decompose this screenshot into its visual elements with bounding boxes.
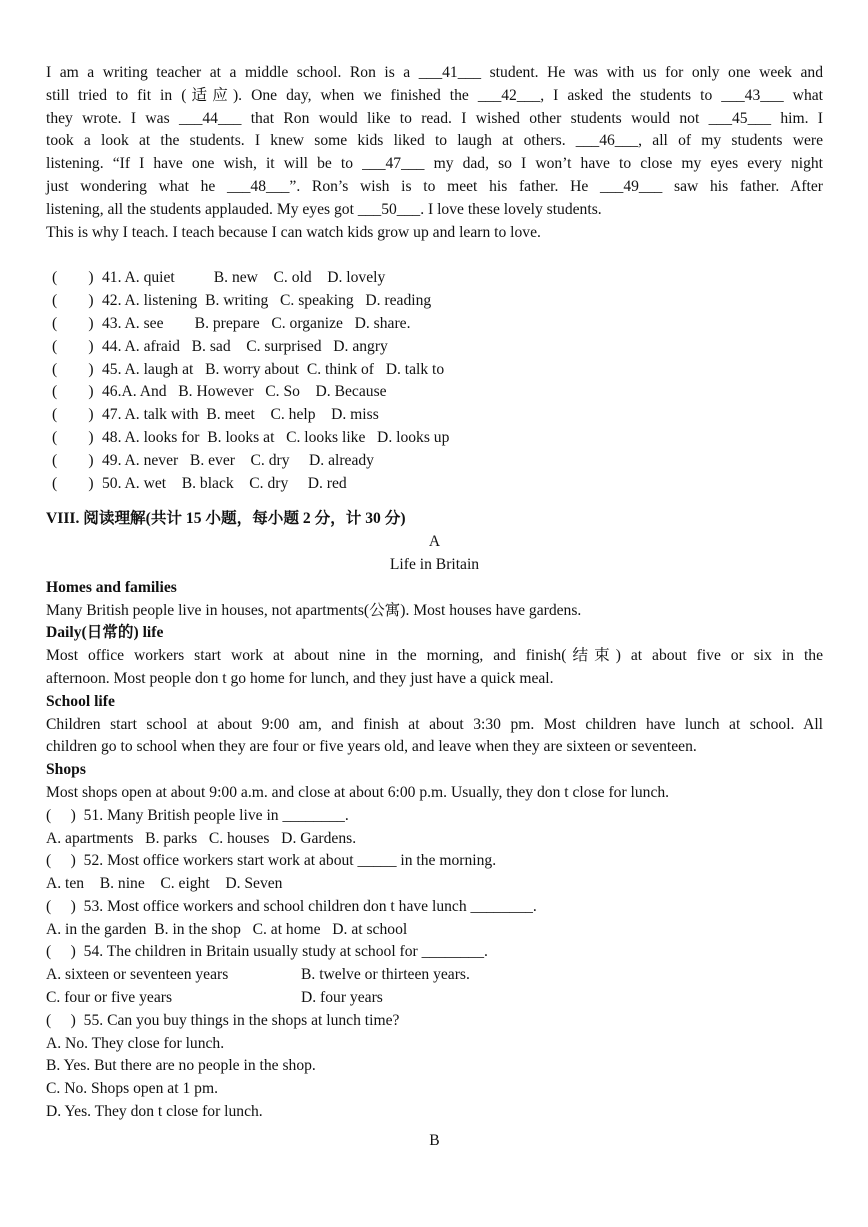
heading-daily-life: Daily(日常的) life [46, 624, 164, 642]
option-c: C. four or five years [46, 989, 173, 1007]
option-text: 41. A. quiet B. new C. old D. lovely [102, 269, 386, 287]
section-title: VIII. 阅读理解(共计 15 小题，每小题 2 分，计 30 分) [46, 510, 406, 528]
cloze-passage [46, 62, 823, 244]
daily-line: afternoon. Most people don t go home for lunch, and they just have a quick meal. [46, 669, 554, 687]
option-a: A. sixteen or seventeen years [46, 966, 229, 984]
option-text: 47. A. talk with B. meet C. help D. miss [102, 406, 379, 424]
answer-paren: ( ) [52, 292, 94, 310]
option-text: 49. A. never B. ever C. dry D. already [102, 451, 374, 469]
answer-paren: ( ) [52, 337, 94, 355]
option-row-47 [46, 404, 823, 427]
question-51: ( ) 51. Many British people live in ________. [46, 806, 349, 824]
answer-paren: ( ) [52, 383, 94, 401]
question-52-options: A. ten B. nine C. eight D. Seven [46, 875, 283, 893]
option-text: 45. A. laugh at B. worry about C. think of D. talk to [102, 360, 445, 378]
school-line: children go to school when they are four or five years old, and leave when they are sixteen or seventeen. [46, 738, 697, 756]
option-d: D. four years [301, 989, 383, 1007]
option-row-41 [46, 267, 823, 290]
spacer [46, 244, 823, 267]
question-54-options-row-2 [46, 987, 823, 1010]
question-53-options: A. in the garden B. in the shop C. at home D. at school [46, 920, 408, 938]
question-55-option-d: D. Yes. They don t close for lunch. [46, 1103, 263, 1121]
question-55-option-c: C. No. Shops open at 1 pm. [46, 1080, 218, 1098]
cloze-line: just wondering what he ___48___”. Ron’s wish is to meet his father. He ___49___ saw his father. After [46, 177, 823, 195]
answer-paren: ( ) [52, 406, 94, 424]
heading-school-life: School life [46, 692, 115, 710]
answer-paren: ( ) [52, 451, 94, 469]
option-text: 42. A. listening B. writing C. speaking D. reading [102, 292, 432, 310]
option-row-50 [46, 473, 823, 496]
option-b: B. twelve or thirteen years. [301, 966, 470, 984]
answer-paren: ( ) [52, 360, 94, 378]
heading-shops: Shops [46, 761, 86, 779]
option-row-49 [46, 450, 823, 473]
question-52: ( ) 52. Most office workers start work at about _____ in the morning. [46, 852, 497, 870]
option-row-46 [46, 381, 823, 404]
question-55-option-a: A. No. They close for lunch. [46, 1034, 225, 1052]
option-row-45 [46, 359, 823, 382]
option-text: 50. A. wet B. black C. dry D. red [102, 474, 347, 492]
cloze-line: This is why I teach. I teach because I can watch kids grow up and learn to love. [46, 223, 541, 241]
heading-homes: Homes and families [46, 578, 177, 596]
option-row-48 [46, 427, 823, 450]
answer-paren: ( ) [52, 428, 94, 446]
option-row-44 [46, 336, 823, 359]
option-row-43 [46, 313, 823, 336]
answer-paren: ( ) [52, 269, 94, 287]
passage-label: A [428, 533, 441, 551]
cloze-line: listening, all the students applauded. My eyes got ___50___. I love these lovely students. [46, 200, 602, 218]
homes-text: Many British people live in houses, not apartments(公寓). Most houses have gardens. [46, 601, 582, 619]
exam-page [46, 62, 823, 1153]
option-row-42 [46, 290, 823, 313]
question-55: ( ) 55. Can you buy things in the shops at lunch time? [46, 1011, 400, 1029]
question-51-options: A. apartments B. parks C. houses D. Gardens. [46, 829, 357, 847]
answer-paren: ( ) [52, 474, 94, 492]
question-54-options-row-1 [46, 964, 823, 987]
school-line: Children start school at about 9:00 am, and finish at about 3:30 pm. Most children have lunch at school. All [46, 715, 823, 733]
question-54: ( ) 54. The children in Britain usually study at school for ________. [46, 943, 488, 961]
answer-paren: ( ) [52, 314, 94, 332]
option-text: 44. A. afraid B. sad C. surprised D. angry [102, 337, 388, 355]
cloze-line: listening. “If I have one wish, it will be to ___47___ my dad, so I won’t have to close my eyes every night [46, 155, 823, 173]
daily-line: Most office workers start work at about nine in the morning, and finish(结束) at about five or six in the [46, 647, 823, 665]
question-53: ( ) 53. Most office workers and school children don t have lunch ________. [46, 897, 537, 915]
option-text: 48. A. looks for B. looks at C. looks like D. looks up [102, 428, 450, 446]
cloze-options [46, 267, 823, 495]
shops-text: Most shops open at about 9:00 a.m. and close at about 6:00 p.m. Usually, they don t close for lunch. [46, 783, 670, 801]
passage-title: Life in Britain [389, 555, 480, 573]
next-passage-label: B [429, 1131, 440, 1149]
cloze-line: I am a writing teacher at a middle school. Ron is a ___41___ student. He was with us for only one week and [46, 64, 823, 81]
question-55-option-b: B. Yes. But there are no people in the shop. [46, 1057, 316, 1075]
option-text: 46.A. And B. However C. So D. Because [102, 383, 387, 401]
cloze-line: took a look at the students. I knew some kids liked to laugh at others. ___46___, all of my students were [46, 132, 823, 150]
option-text: 43. A. see B. prepare C. organize D. share. [102, 314, 411, 332]
cloze-line: still tried to fit in (适应). One day, when we finished the ___42___, I asked the students to ___43___ what [46, 86, 823, 104]
cloze-line: they wrote. I was ___44___ that Ron would like to read. I wished other students would not ___45___ him. I [46, 109, 823, 127]
